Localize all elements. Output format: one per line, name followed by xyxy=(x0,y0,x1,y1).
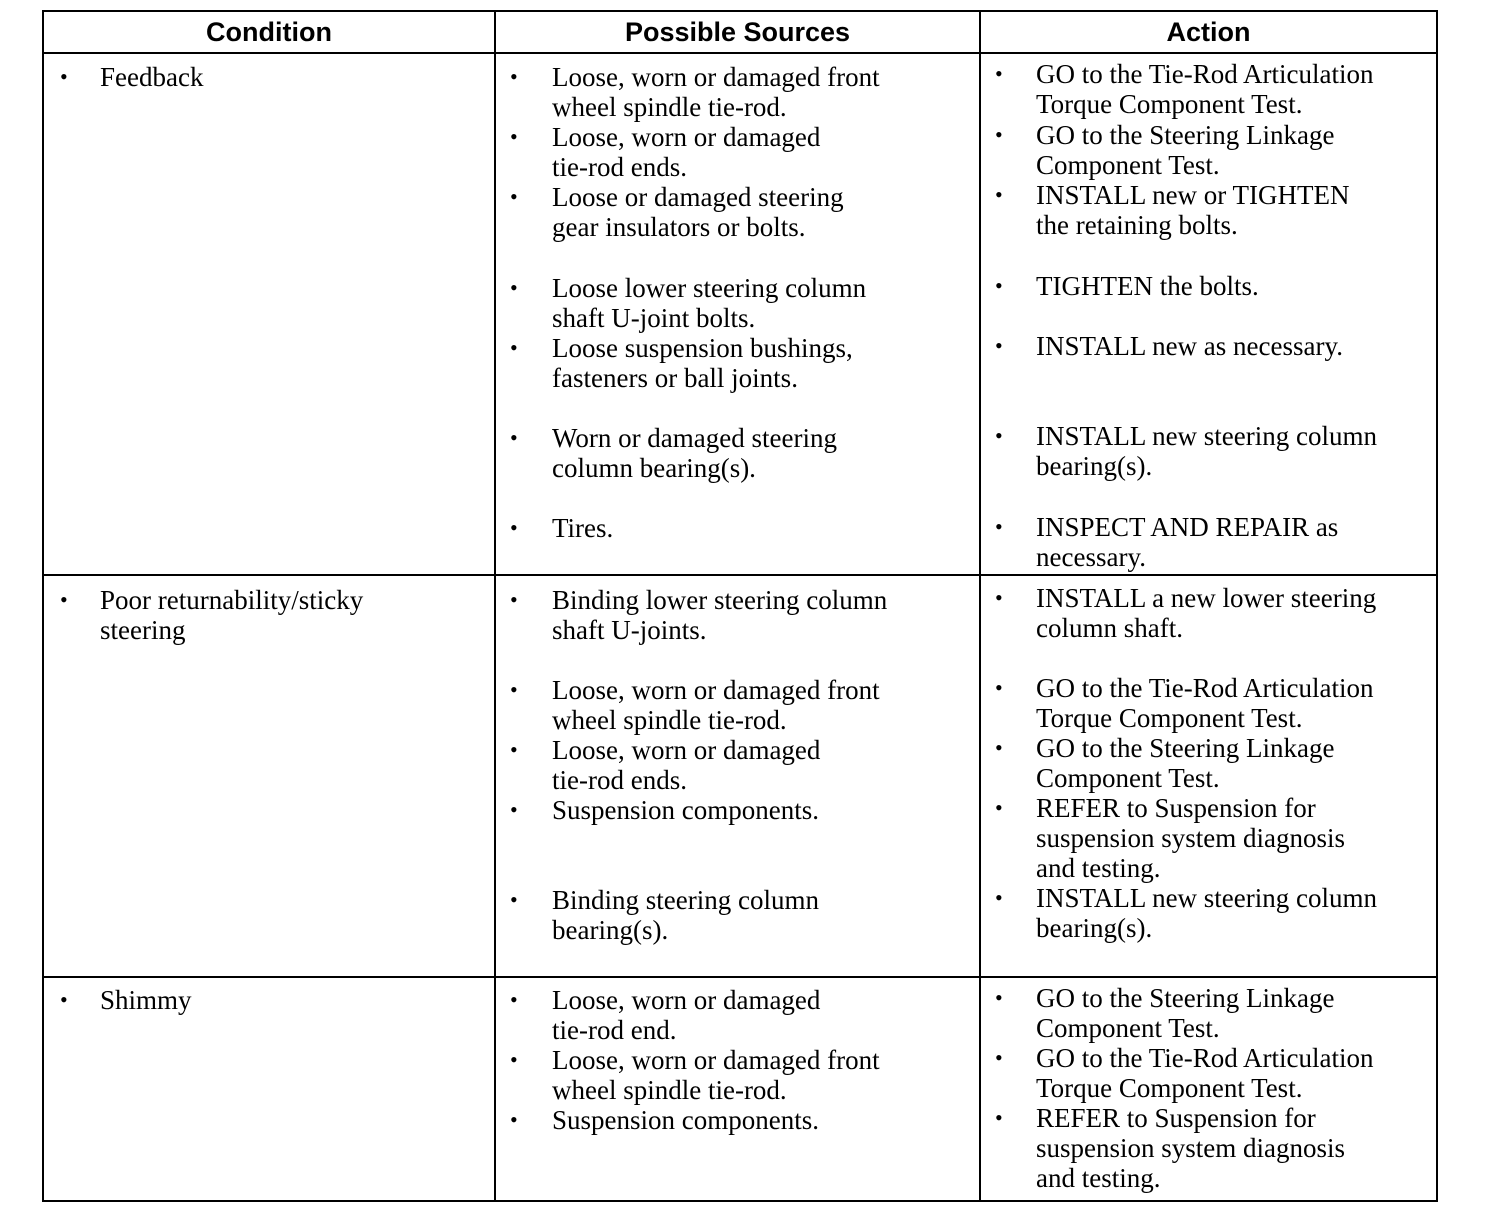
header-possible-sources: Possible Sources xyxy=(495,11,980,53)
bullet-icon: • xyxy=(510,887,518,912)
table-row xyxy=(43,977,1437,1201)
bullet-icon: • xyxy=(510,425,518,450)
bullet-icon: • xyxy=(510,797,518,822)
bullet-icon: • xyxy=(995,675,1003,700)
bullet-icon: • xyxy=(510,1047,518,1072)
bullet-icon: • xyxy=(510,275,518,300)
condition-cell: • Shimmy xyxy=(43,977,495,1201)
bullet-icon: • xyxy=(995,795,1003,820)
bullet-icon: • xyxy=(995,885,1003,910)
bullet-icon: • xyxy=(510,677,518,702)
actions-cell: • INSTALL a new lower steering column shaft. • GO to the Tie-Rod Articulation Torque Component Test. • GO to the Steering Linkage Component Test. • REFER to Suspension for suspension system diagnosis and testing. • INSTALL new steering column bearing(s). xyxy=(980,575,1437,977)
bullet-icon: • xyxy=(995,61,1003,86)
table-row xyxy=(43,575,1437,977)
bullet-icon: • xyxy=(995,1105,1003,1130)
bullet-icon: • xyxy=(995,735,1003,760)
bullet-icon: • xyxy=(995,122,1003,147)
bullet-icon: • xyxy=(510,515,518,540)
bullet-icon: • xyxy=(995,182,1003,207)
condition-cell: • Poor returnability/sticky steering xyxy=(43,575,495,977)
actions-cell: • GO to the Steering Linkage Component Test. • GO to the Tie-Rod Articulation Torque Component Test. • REFER to Suspension for suspension system diagnosis and testing. xyxy=(980,977,1437,1201)
bullet-icon: • xyxy=(510,737,518,762)
header-row xyxy=(43,11,1437,53)
bullet-icon: • xyxy=(995,273,1003,298)
bullet-icon: • xyxy=(60,587,68,612)
table-row xyxy=(43,53,1437,575)
bullet-icon: • xyxy=(995,333,1003,358)
bullet-icon: • xyxy=(510,64,518,89)
header-action: Action xyxy=(980,11,1437,53)
bullet-icon: • xyxy=(995,514,1003,539)
bullet-icon: • xyxy=(60,64,68,89)
bullet-icon: • xyxy=(995,1045,1003,1070)
bullet-icon: • xyxy=(510,184,518,209)
bullet-icon: • xyxy=(510,335,518,360)
bullet-icon: • xyxy=(60,987,68,1012)
bullet-icon: • xyxy=(995,985,1003,1010)
diagnosis-table xyxy=(42,10,1438,1202)
bullet-icon: • xyxy=(995,423,1003,448)
actions-cell: • GO to the Tie-Rod Articulation Torque Component Test. • GO to the Steering Linkage Component Test. • INSTALL new or TIGHTEN the retaining bolts. • TIGHTEN the bolts. • INSTALL new as necessary. • INSTALL new steering column bearing(s). • INSPECT AND REPAIR as necessary. xyxy=(980,53,1437,575)
bullet-icon: • xyxy=(510,124,518,149)
bullet-icon: • xyxy=(995,585,1003,610)
bullet-icon: • xyxy=(510,987,518,1012)
condition-cell: • Feedback xyxy=(43,53,495,575)
header-condition: Condition xyxy=(43,11,495,53)
bullet-icon: • xyxy=(510,587,518,612)
sources-cell: • Loose, worn or damaged front wheel spindle tie-rod. • Loose, worn or damaged tie-rod ends. • Loose or damaged steering gear insulators or bolts. • Loose lower steering column shaft U-joint bolts. • Loose suspension bushings, fasteners or ball joints. • Worn or damaged steering column bearing(s). • Tires. xyxy=(495,53,980,575)
sources-cell: • Binding lower steering column shaft U-joints. • Loose, worn or damaged front wheel spindle tie-rod. • Loose, worn or damaged tie-rod ends. • Suspension components. • Binding steering column bearing(s). xyxy=(495,575,980,977)
bullet-icon: • xyxy=(510,1107,518,1132)
sources-cell: • Loose, worn or damaged tie-rod end. • Loose, worn or damaged front wheel spindle tie-rod. • Suspension components. xyxy=(495,977,980,1201)
